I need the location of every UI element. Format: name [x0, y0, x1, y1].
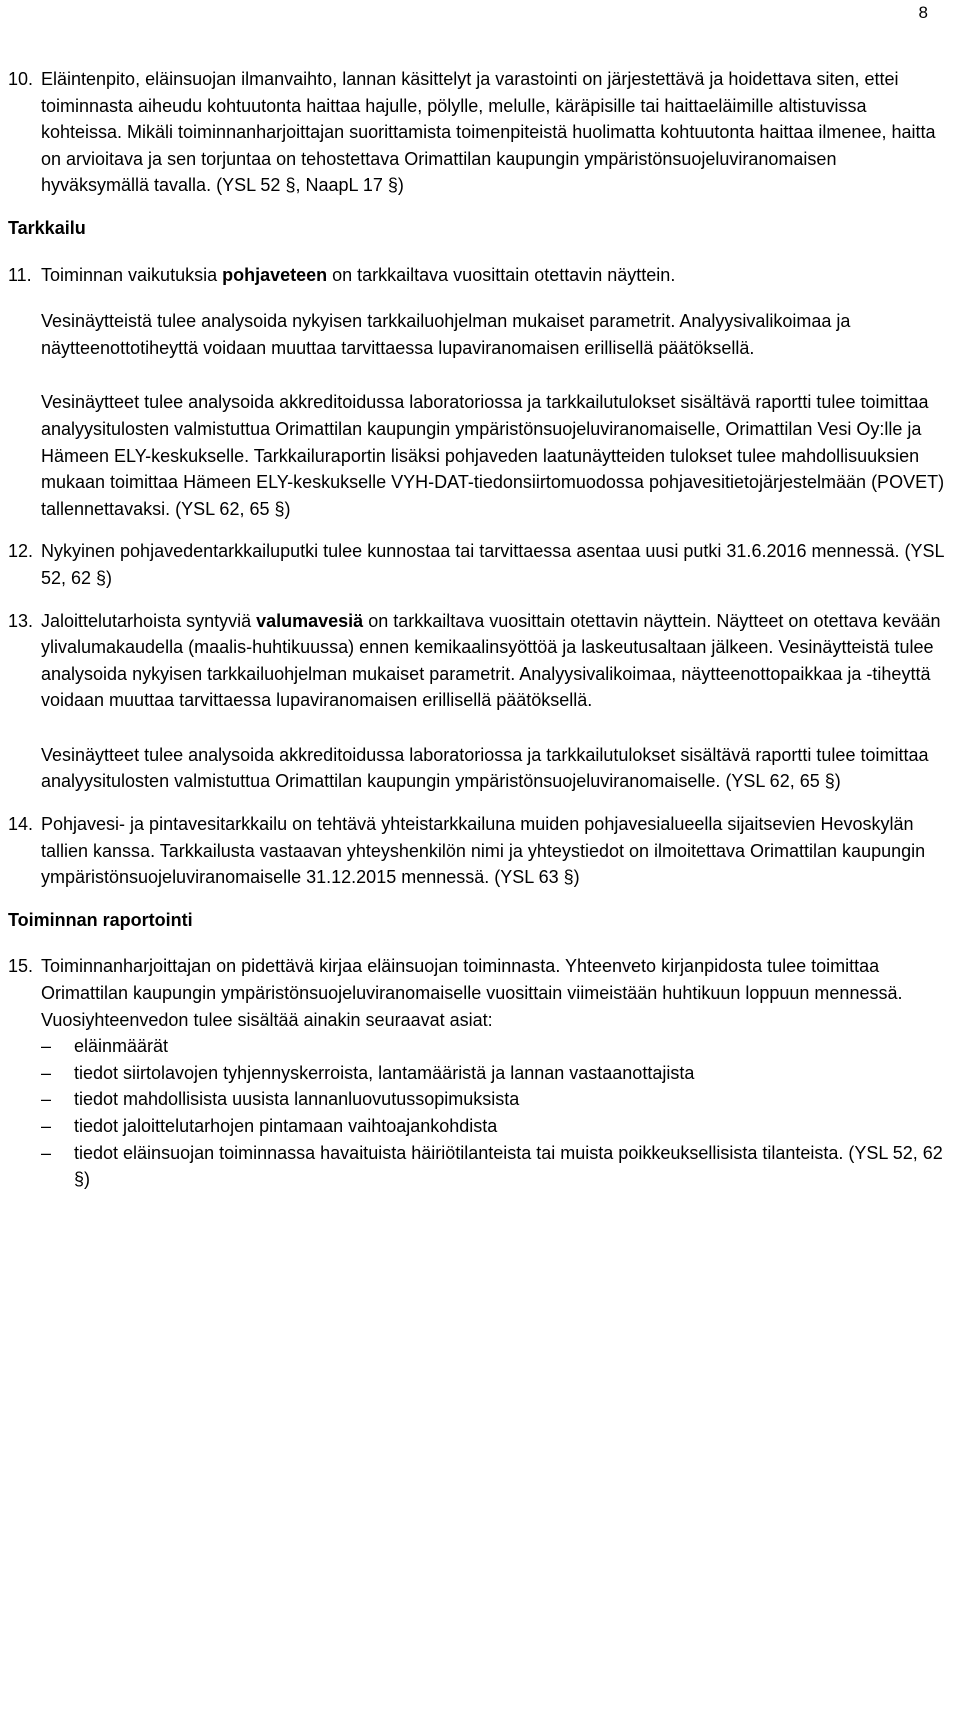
report-contents-list [8, 1033, 948, 1193]
dash-bullet-icon: – [41, 1116, 52, 1136]
regulation-item-11 [8, 262, 948, 289]
list-item-text: tiedot siirtolavojen tyhjennyskerroista, lantamääristä ja lannan vastaanottajista [74, 1062, 695, 1083]
regulation-item-12 [8, 538, 948, 591]
item-11-paragraph-3: Vesinäytteet tulee analysoida akkreditoidussa laboratoriossa ja tarkkailutulokset sisältävä raportti tulee toimittaa analyysitulosten valmistuttua Orimattilan kaupungin ympäristönsuojeluviranomaiselle, Orimattilan Vesi Oy:lle ja Hämeen ELY-keskukselle. Tarkkailuraportin lisäksi pohjaveden laatunäytteiden tulokset tulee mahdollisuuksien mukaan toimittaa Hämeen ELY-keskukselle VYH-DAT-tiedonsiirtomuodossa pohjavesitietojärjestelmään (POVET) tallennettavaksi. (YSL 62, 65 §) [41, 392, 945, 519]
list-item-text: eläinmäärät [74, 1036, 169, 1057]
dash-bullet-icon: – [41, 1062, 52, 1083]
item-text-bold: pohjaveteen [222, 264, 328, 285]
list-item [8, 1086, 948, 1113]
item-text: on tarkkailtava vuosittain otettavin näyttein. Näytteet on otettava kevään ylivalumakaudella (maalis-huhtikuussa) ennen kemikaalinsyöttöä ja laskeutusaltaan jälkeen. Vesinäytteistä tulee analysoida nykyisen tarkkailuohjelman mukaiset parametrit. Analyysivalikoimaa, näytteenottopaikkaa ja -tiheyttä voidaan muuttaa tarvittaessa lupaviranomaisen erillisellä päätöksellä. [41, 610, 941, 711]
item-number: 12. [8, 541, 34, 562]
regulation-item-13 [8, 608, 948, 714]
list-item [8, 1113, 948, 1140]
document-body [8, 66, 948, 1193]
item-text: Toiminnan vaikutuksia [41, 264, 223, 285]
dash-bullet-icon: – [41, 1142, 52, 1163]
dash-bullet-icon: – [41, 1036, 52, 1057]
item-text: on tarkkailtava vuosittain otettavin näyttein. [327, 264, 676, 285]
regulation-item-14 [8, 811, 948, 891]
item-text: Toiminnanharjoittajan on pidettävä kirjaa eläinsuojan toiminnasta. Yhteenveto kirjanpidosta tulee toimittaa Orimattilan kaupungin ympäristönsuojeluviranomaiselle vuosittain viimeistään huhtikuun loppuun mennessä. Vuosiyhteenvedon tulee sisältää ainakin seuraavat asiat: [41, 956, 903, 1030]
item-text-bold: valumavesiä [256, 610, 364, 631]
regulation-item-15 [8, 953, 948, 1033]
item-text: Jaloittelutarhoista syntyviä [41, 610, 257, 631]
item-text: Pohjavesi- ja pintavesitarkkailu on tehtävä yhteistarkkailuna muiden pohjavesialueella sijaitsevien Hevoskylän tallien kanssa. Tarkkailusta vastaavan yhteyshenkilön nimi ja yhteystiedot on ilmoitettava Orimattilan kaupungin ympäristönsuojeluviranomaiselle 31.12.2015 mennessä. (YSL 63 §) [41, 814, 926, 888]
item-number: 11. [8, 264, 32, 285]
list-item-text: tiedot eläinsuojan toiminnassa havaituista häiriötilanteista tai muista poikkeuksellisista tilanteista. (YSL 52, 62 §) [74, 1142, 943, 1190]
item-number: 13. [8, 610, 34, 631]
item-number: 15. [8, 956, 34, 977]
regulation-item-10 [8, 66, 948, 199]
dash-bullet-icon: – [41, 1089, 52, 1110]
list-item-text: tiedot jaloittelutarhojen pintamaan vaihtoajankohdista [74, 1116, 498, 1136]
item-number: 10. [8, 69, 34, 89]
page-number: 8 [918, 3, 928, 22]
item-13-paragraph-2: Vesinäytteet tulee analysoida akkreditoidussa laboratoriossa ja tarkkailutulokset sisältävä raportti tulee toimittaa analyysitulosten valmistuttua Orimattilan kaupungin ympäristönsuojeluviranomaiselle. (YSL 62, 65 §) [41, 744, 929, 792]
section-heading-raportointi: Toiminnan raportointi [8, 909, 193, 930]
list-item [8, 1060, 948, 1087]
list-item [8, 1033, 948, 1060]
list-item [8, 1140, 948, 1193]
item-text: Nykyinen pohjavedentarkkailuputki tulee kunnostaa tai tarvittaessa asentaa uusi putki 31.6.2016 mennessä. (YSL 52, 62 §) [41, 541, 944, 588]
item-11-paragraph-2: Vesinäytteistä tulee analysoida nykyisen tarkkailuohjelman mukaiset parametrit. Analyysivalikoimaa ja näytteenottotiheyttä voidaan muuttaa tarvittaessa lupaviranomaisen erillisellä päätöksellä. [41, 311, 851, 358]
section-heading-tarkkailu: Tarkkailu [8, 217, 86, 238]
item-number: 14. [8, 814, 34, 835]
list-item-text: tiedot mahdollisista uusista lannanluovutussopimuksista [74, 1089, 520, 1110]
item-text: Eläintenpito, eläinsuojan ilmanvaihto, lannan käsittelyt ja varastointi on järjestettävä ja hoidettava siten, ettei toiminnasta aiheudu kohtuutonta haittaa hajulle, pölylle, melulle, käräpisille tai haittaeläimille altistuvissa kohteissa. Mikäli toiminnanharjoittajan suorittamista toimenpiteistä huolimatta kohtuutonta haittaa ilmenee, haitta on arvioitava ja sen torjuntaa on tehostettava Orimattilan kaupungin ympäristönsuojeluviranomaisen hyväksymällä tavalla. (YSL 52 §, NaapL 17 §) [41, 69, 936, 196]
